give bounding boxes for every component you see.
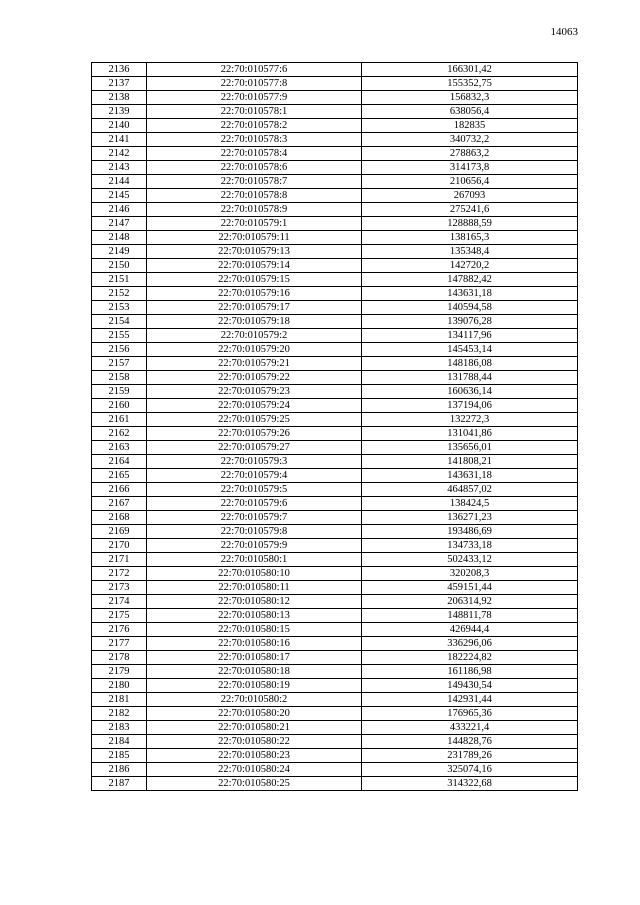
cadastral-number-cell: 22:70:010580:22: [147, 735, 362, 749]
table-row: [92, 511, 578, 525]
cadastral-number-cell: 22:70:010580:24: [147, 763, 362, 777]
table-row: [92, 77, 578, 91]
cadastral-number-cell: 22:70:010578:9: [147, 203, 362, 217]
cadastral-value-cell: 275241,6: [362, 203, 578, 217]
cadastral-number-cell: 22:70:010579:5: [147, 483, 362, 497]
cadastral-value-cell: 137194,06: [362, 399, 578, 413]
row-number-cell: 2138: [92, 91, 147, 105]
row-number-cell: 2184: [92, 735, 147, 749]
cadastral-number-cell: 22:70:010579:3: [147, 455, 362, 469]
row-number-cell: 2185: [92, 749, 147, 763]
cadastral-value-cell: 142720,2: [362, 259, 578, 273]
row-number-cell: 2143: [92, 161, 147, 175]
cadastral-number-cell: 22:70:010580:12: [147, 595, 362, 609]
cadastral-number-cell: 22:70:010580:20: [147, 707, 362, 721]
cadastral-number-cell: 22:70:010580:11: [147, 581, 362, 595]
table-row: [92, 231, 578, 245]
row-number-cell: 2157: [92, 357, 147, 371]
row-number-cell: 2145: [92, 189, 147, 203]
table-row: [92, 287, 578, 301]
table-row: [92, 63, 578, 77]
cadastral-value-cell: 231789,26: [362, 749, 578, 763]
cadastral-number-cell: 22:70:010580:18: [147, 665, 362, 679]
table-row: [92, 651, 578, 665]
table-row: [92, 217, 578, 231]
row-number-cell: 2164: [92, 455, 147, 469]
row-number-cell: 2139: [92, 105, 147, 119]
cadastral-value-cell: 161186,98: [362, 665, 578, 679]
table-row: [92, 567, 578, 581]
cadastral-value-cell: 145453,14: [362, 343, 578, 357]
cadastral-value-cell: 149430,54: [362, 679, 578, 693]
row-number-cell: 2168: [92, 511, 147, 525]
cadastral-value-cell: 135656,01: [362, 441, 578, 455]
cadastral-number-cell: 22:70:010580:17: [147, 651, 362, 665]
row-number-cell: 2173: [92, 581, 147, 595]
row-number-cell: 2165: [92, 469, 147, 483]
cadastral-value-cell: 502433,12: [362, 553, 578, 567]
row-number-cell: 2169: [92, 525, 147, 539]
table-row: [92, 623, 578, 637]
table-row: [92, 707, 578, 721]
row-number-cell: 2167: [92, 497, 147, 511]
cadastral-value-cell: 140594,58: [362, 301, 578, 315]
cadastral-number-cell: 22:70:010579:4: [147, 469, 362, 483]
table-row: [92, 371, 578, 385]
cadastral-number-cell: 22:70:010580:25: [147, 777, 362, 791]
row-number-cell: 2155: [92, 329, 147, 343]
cadastral-value-cell: 314322,68: [362, 777, 578, 791]
table-body: [92, 63, 578, 791]
table-row: [92, 91, 578, 105]
cadastral-value-cell: 459151,44: [362, 581, 578, 595]
cadastral-value-cell: 142931,44: [362, 693, 578, 707]
table-row: [92, 329, 578, 343]
cadastral-number-cell: 22:70:010580:15: [147, 623, 362, 637]
table-row: [92, 777, 578, 791]
cadastral-value-cell: 143631,18: [362, 469, 578, 483]
row-number-cell: 2176: [92, 623, 147, 637]
cadastral-value-cell: 267093: [362, 189, 578, 203]
cadastral-value-cell: 464857,02: [362, 483, 578, 497]
cadastral-value-cell: 144828,76: [362, 735, 578, 749]
row-number-cell: 2149: [92, 245, 147, 259]
cadastral-number-cell: 22:70:010579:21: [147, 357, 362, 371]
cadastral-number-cell: 22:70:010579:20: [147, 343, 362, 357]
cadastral-number-cell: 22:70:010580:23: [147, 749, 362, 763]
cadastral-value-cell: 638056,4: [362, 105, 578, 119]
cadastral-number-cell: 22:70:010579:9: [147, 539, 362, 553]
row-number-cell: 2170: [92, 539, 147, 553]
table-row: [92, 259, 578, 273]
cadastral-number-cell: 22:70:010579:15: [147, 273, 362, 287]
cadastral-number-cell: 22:70:010579:26: [147, 427, 362, 441]
cadastral-value-cell: 147882,42: [362, 273, 578, 287]
row-number-cell: 2178: [92, 651, 147, 665]
cadastral-value-table: [91, 62, 578, 791]
cadastral-number-cell: 22:70:010577:6: [147, 63, 362, 77]
table-row: [92, 133, 578, 147]
cadastral-value-cell: 131041,86: [362, 427, 578, 441]
row-number-cell: 2151: [92, 273, 147, 287]
cadastral-value-cell: 314173,8: [362, 161, 578, 175]
cadastral-value-cell: 320208,3: [362, 567, 578, 581]
cadastral-number-cell: 22:70:010579:11: [147, 231, 362, 245]
table-row: [92, 609, 578, 623]
row-number-cell: 2177: [92, 637, 147, 651]
cadastral-value-cell: 210656,4: [362, 175, 578, 189]
table-row: [92, 315, 578, 329]
cadastral-value-cell: 325074,16: [362, 763, 578, 777]
cadastral-value-cell: 433221,4: [362, 721, 578, 735]
table-row: [92, 175, 578, 189]
cadastral-value-cell: 148811,78: [362, 609, 578, 623]
cadastral-number-cell: 22:70:010578:3: [147, 133, 362, 147]
cadastral-number-cell: 22:70:010580:21: [147, 721, 362, 735]
row-number-cell: 2179: [92, 665, 147, 679]
cadastral-value-cell: 426944,4: [362, 623, 578, 637]
row-number-cell: 2175: [92, 609, 147, 623]
cadastral-value-cell: 155352,75: [362, 77, 578, 91]
cadastral-value-cell: 132272,3: [362, 413, 578, 427]
table-row: [92, 525, 578, 539]
cadastral-number-cell: 22:70:010579:24: [147, 399, 362, 413]
table-row: [92, 553, 578, 567]
cadastral-value-cell: 340732,2: [362, 133, 578, 147]
cadastral-value-cell: 139076,28: [362, 315, 578, 329]
cadastral-value-cell: 148186,08: [362, 357, 578, 371]
cadastral-number-cell: 22:70:010580:10: [147, 567, 362, 581]
page-number: 14063: [550, 26, 578, 38]
table-row: [92, 595, 578, 609]
row-number-cell: 2152: [92, 287, 147, 301]
cadastral-value-cell: 176965,36: [362, 707, 578, 721]
table-row: [92, 245, 578, 259]
table-row: [92, 301, 578, 315]
cadastral-value-cell: 138424,5: [362, 497, 578, 511]
row-number-cell: 2186: [92, 763, 147, 777]
cadastral-number-cell: 22:70:010578:8: [147, 189, 362, 203]
cadastral-number-cell: 22:70:010579:25: [147, 413, 362, 427]
cadastral-number-cell: 22:70:010580:2: [147, 693, 362, 707]
table-row: [92, 147, 578, 161]
table-row: [92, 497, 578, 511]
cadastral-value-cell: 206314,92: [362, 595, 578, 609]
row-number-cell: 2160: [92, 399, 147, 413]
row-number-cell: 2181: [92, 693, 147, 707]
row-number-cell: 2159: [92, 385, 147, 399]
row-number-cell: 2146: [92, 203, 147, 217]
cadastral-value-cell: 134117,96: [362, 329, 578, 343]
cadastral-number-cell: 22:70:010579:8: [147, 525, 362, 539]
cadastral-value-cell: 136271,23: [362, 511, 578, 525]
table-row: [92, 455, 578, 469]
cadastral-number-cell: 22:70:010578:7: [147, 175, 362, 189]
table-row: [92, 539, 578, 553]
cadastral-number-cell: 22:70:010579:27: [147, 441, 362, 455]
table-row: [92, 399, 578, 413]
row-number-cell: 2141: [92, 133, 147, 147]
cadastral-number-cell: 22:70:010578:6: [147, 161, 362, 175]
cadastral-number-cell: 22:70:010579:13: [147, 245, 362, 259]
row-number-cell: 2162: [92, 427, 147, 441]
cadastral-number-cell: 22:70:010579:22: [147, 371, 362, 385]
row-number-cell: 2163: [92, 441, 147, 455]
cadastral-value-cell: 182224,82: [362, 651, 578, 665]
cadastral-value-cell: 160636,14: [362, 385, 578, 399]
cadastral-number-cell: 22:70:010579:7: [147, 511, 362, 525]
cadastral-value-cell: 182835: [362, 119, 578, 133]
cadastral-number-cell: 22:70:010578:2: [147, 119, 362, 133]
table-row: [92, 413, 578, 427]
cadastral-number-cell: 22:70:010579:2: [147, 329, 362, 343]
table-row: [92, 161, 578, 175]
table-row: [92, 763, 578, 777]
cadastral-number-cell: 22:70:010579:6: [147, 497, 362, 511]
row-number-cell: 2137: [92, 77, 147, 91]
table-row: [92, 119, 578, 133]
cadastral-value-cell: 143631,18: [362, 287, 578, 301]
cadastral-value-cell: 166301,42: [362, 63, 578, 77]
table-row: [92, 483, 578, 497]
row-number-cell: 2147: [92, 217, 147, 231]
cadastral-number-cell: 22:70:010578:4: [147, 147, 362, 161]
table-row: [92, 343, 578, 357]
cadastral-value-cell: 336296,06: [362, 637, 578, 651]
row-number-cell: 2174: [92, 595, 147, 609]
row-number-cell: 2153: [92, 301, 147, 315]
table-row: [92, 665, 578, 679]
table-row: [92, 679, 578, 693]
row-number-cell: 2172: [92, 567, 147, 581]
cadastral-value-cell: 135348,4: [362, 245, 578, 259]
cadastral-number-cell: 22:70:010580:13: [147, 609, 362, 623]
cadastral-value-cell: 134733,18: [362, 539, 578, 553]
row-number-cell: 2144: [92, 175, 147, 189]
cadastral-value-cell: 131788,44: [362, 371, 578, 385]
cadastral-number-cell: 22:70:010579:16: [147, 287, 362, 301]
row-number-cell: 2150: [92, 259, 147, 273]
row-number-cell: 2187: [92, 777, 147, 791]
row-number-cell: 2180: [92, 679, 147, 693]
row-number-cell: 2142: [92, 147, 147, 161]
table-row: [92, 637, 578, 651]
cadastral-value-cell: 141808,21: [362, 455, 578, 469]
cadastral-number-cell: 22:70:010579:1: [147, 217, 362, 231]
table-row: [92, 189, 578, 203]
cadastral-value-cell: 193486,69: [362, 525, 578, 539]
cadastral-number-cell: 22:70:010580:16: [147, 637, 362, 651]
cadastral-value-cell: 138165,3: [362, 231, 578, 245]
row-number-cell: 2166: [92, 483, 147, 497]
cadastral-value-cell: 156832,3: [362, 91, 578, 105]
row-number-cell: 2182: [92, 707, 147, 721]
table-row: [92, 441, 578, 455]
cadastral-number-cell: 22:70:010577:9: [147, 91, 362, 105]
cadastral-number-cell: 22:70:010579:14: [147, 259, 362, 273]
cadastral-number-cell: 22:70:010579:23: [147, 385, 362, 399]
table-row: [92, 105, 578, 119]
table-row: [92, 581, 578, 595]
row-number-cell: 2148: [92, 231, 147, 245]
cadastral-value-cell: 278863,2: [362, 147, 578, 161]
row-number-cell: 2183: [92, 721, 147, 735]
table-row: [92, 469, 578, 483]
row-number-cell: 2136: [92, 63, 147, 77]
cadastral-number-cell: 22:70:010579:17: [147, 301, 362, 315]
row-number-cell: 2161: [92, 413, 147, 427]
table-row: [92, 721, 578, 735]
cadastral-value-cell: 128888,59: [362, 217, 578, 231]
table-row: [92, 427, 578, 441]
row-number-cell: 2140: [92, 119, 147, 133]
row-number-cell: 2158: [92, 371, 147, 385]
cadastral-number-cell: 22:70:010580:19: [147, 679, 362, 693]
table-row: [92, 357, 578, 371]
cadastral-number-cell: 22:70:010580:1: [147, 553, 362, 567]
cadastral-number-cell: 22:70:010577:8: [147, 77, 362, 91]
table-row: [92, 203, 578, 217]
cadastral-number-cell: 22:70:010578:1: [147, 105, 362, 119]
table-row: [92, 693, 578, 707]
row-number-cell: 2154: [92, 315, 147, 329]
cadastral-number-cell: 22:70:010579:18: [147, 315, 362, 329]
table-row: [92, 273, 578, 287]
table-row: [92, 735, 578, 749]
row-number-cell: 2171: [92, 553, 147, 567]
row-number-cell: 2156: [92, 343, 147, 357]
table-row: [92, 749, 578, 763]
table-row: [92, 385, 578, 399]
